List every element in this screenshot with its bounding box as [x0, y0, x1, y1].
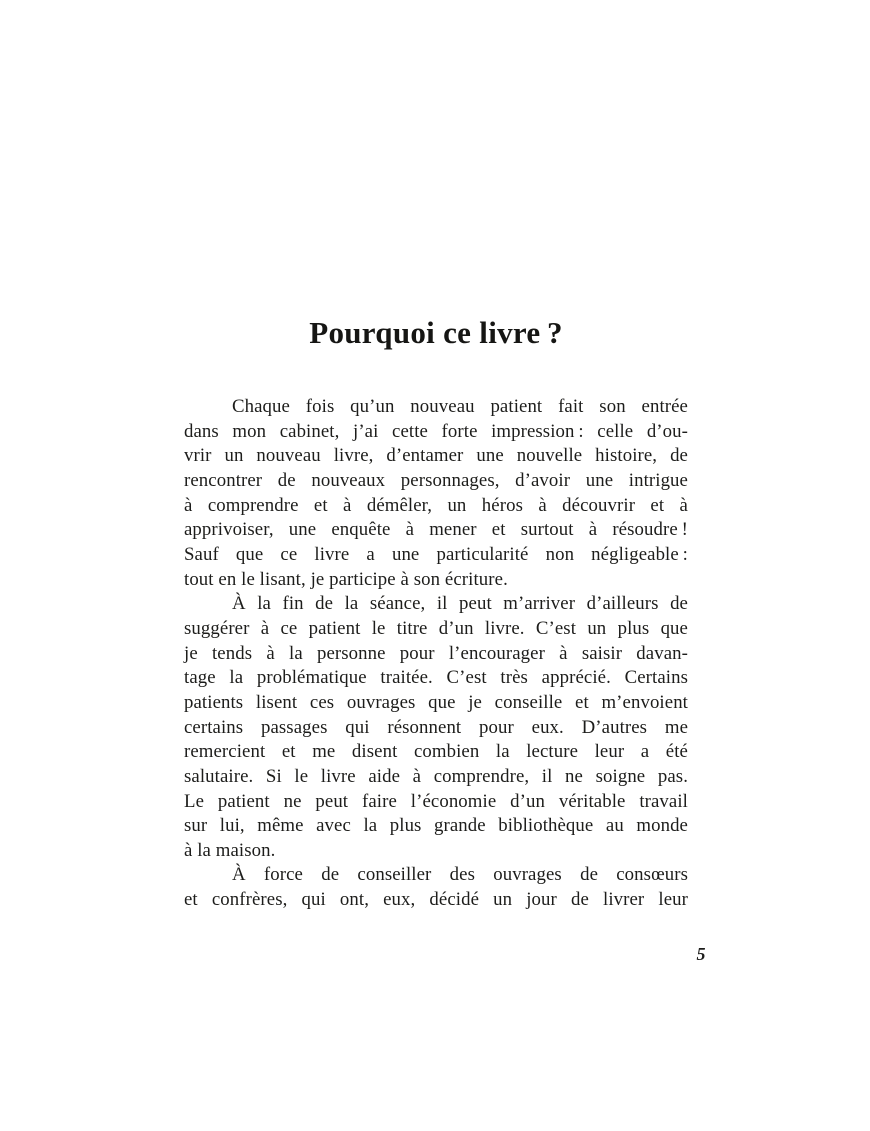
text-line: Le patient ne peut faire l’économie d’un véritable travail — [184, 790, 688, 812]
text-line: À force de conseiller des ouvrages de consœurs — [232, 864, 688, 886]
text-line: suggérer à ce patient le titre d’un livre. C’est un plus que — [184, 617, 688, 639]
paragraph — [184, 395, 688, 592]
paragraph — [184, 863, 688, 912]
text-line: À la fin de la séance, il peut m’arriver d’ailleurs de — [232, 593, 688, 615]
text-line: Chaque fois qu’un nouveau patient fait son entrée — [232, 396, 688, 417]
text-line: remercient et me disent combien la lecture leur a été — [184, 741, 688, 763]
paragraph — [184, 592, 688, 863]
page-number: 5 — [696, 944, 706, 964]
text-line: tout en le lisant, je participe à son écriture. — [184, 568, 508, 590]
text-line: tage la problématique traitée. C’est très apprécié. Certains — [184, 667, 688, 689]
text-line: dans mon cabinet, j’ai cette forte impression : celle d’ou- — [184, 420, 688, 442]
chapter-title: Pourquoi ce livre ? — [309, 315, 563, 350]
text-line: je tends à la personne pour l’encourager à saisir davan- — [184, 642, 688, 664]
text-line: sur lui, même avec la plus grande bibliothèque au monde — [184, 815, 688, 837]
text-line: patients lisent ces ouvrages que je conseille et m’envoient — [184, 691, 688, 713]
body-text — [184, 395, 688, 913]
text-line: vrir un nouveau livre, d’entamer une nouvelle histoire, de — [184, 445, 688, 467]
text-line: certains passages qui résonnent pour eux. D’autres me — [184, 716, 688, 738]
text-line: salutaire. Si le livre aide à comprendre, il ne soigne pas. — [184, 765, 688, 787]
text-line: et confrères, qui ont, eux, décidé un jour de livrer leur — [184, 889, 688, 911]
text-line: à la maison. — [184, 839, 276, 861]
text-line: à comprendre et à démêler, un héros à découvrir et à — [184, 494, 688, 516]
text-line: apprivoiser, une enquête à mener et surtout à résoudre ! — [184, 519, 688, 541]
text-line: Sauf que ce livre a une particularité non négligeable : — [184, 543, 688, 565]
text-line: rencontrer de nouveaux personnages, d’avoir une intrigue — [184, 469, 688, 491]
